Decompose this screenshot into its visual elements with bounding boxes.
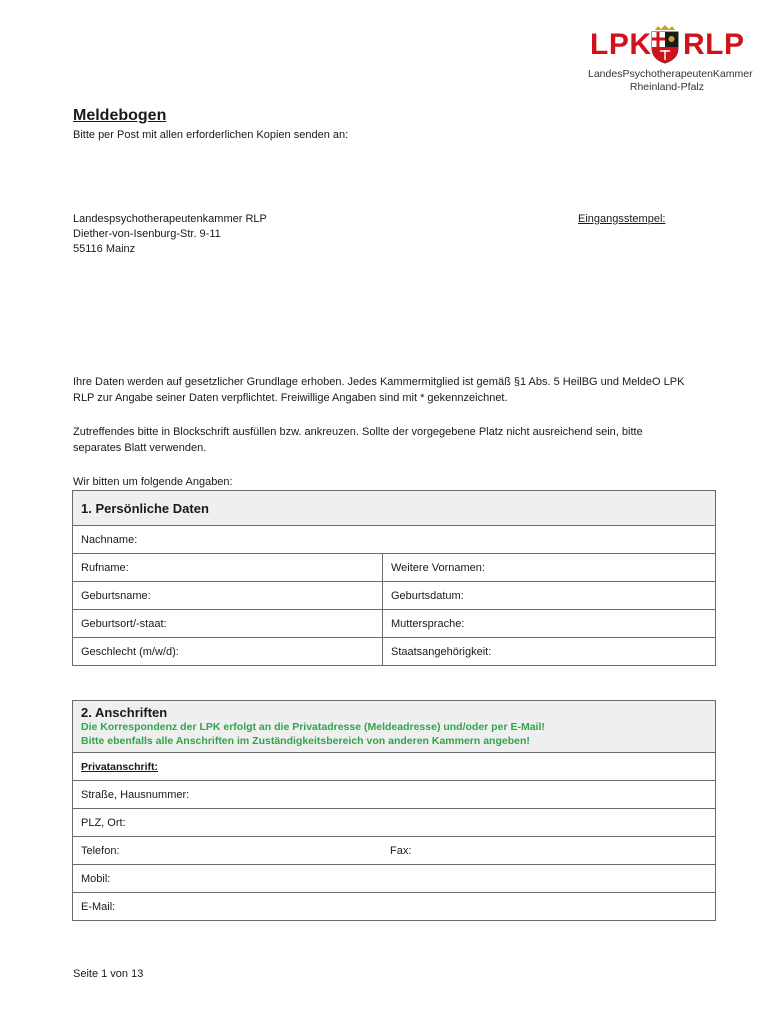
field-muttersprache[interactable]: Muttersprache: — [383, 610, 716, 638]
field-weitere-vornamen[interactable]: Weitere Vornamen: — [383, 554, 716, 582]
personal-data-table — [72, 490, 716, 666]
field-nachname[interactable]: Nachname: — [73, 526, 716, 554]
field-plz-ort[interactable]: PLZ, Ort: — [73, 809, 716, 837]
lpk-rlp-logo — [588, 24, 753, 94]
field-strasse[interactable]: Straße, Hausnummer: — [73, 781, 716, 809]
intro-paragraph-2: Zutreffendes bitte in Blockschrift ausfüllen bzw. ankreuzen. Sollte der vorgegebene Platz nicht ausreichend sein, bitte separates Blatt verwenden. — [73, 426, 643, 454]
intro-paragraph-3: Wir bitten um folgende Angaben: — [73, 476, 233, 488]
field-geburtsname[interactable]: Geburtsname: — [73, 582, 383, 610]
field-telefon[interactable]: Telefon: — [73, 837, 383, 865]
other-chambers-note: Bitte ebenfalls alle Anschriften im Zuständigkeitsbereich von anderen Kammern angeben! — [81, 735, 530, 747]
field-email[interactable]: E-Mail: — [73, 893, 716, 921]
logo-subtitle-line1: LandesPsychotherapeutenKammer — [588, 68, 753, 80]
addresses-table — [72, 700, 716, 921]
section-1-title: 1. Persönliche Daten — [73, 491, 716, 526]
page-title: Meldebogen — [73, 107, 167, 124]
address-line-2: Diether-von-Isenburg-Str. 9-11 — [73, 228, 221, 240]
page-subtitle: Bitte per Post mit allen erforderlichen Kopien senden an: — [73, 129, 349, 141]
address-line-3: 55116 Mainz — [73, 243, 136, 255]
field-geschlecht[interactable]: Geschlecht (m/w/d): — [73, 638, 383, 666]
field-geburtsdatum[interactable]: Geburtsdatum: — [383, 582, 716, 610]
field-geburtsort[interactable]: Geburtsort/-staat: — [73, 610, 383, 638]
section-2-header — [73, 701, 716, 753]
logo-text-lpk: LPK — [590, 28, 652, 61]
field-fax[interactable]: Fax: — [382, 837, 716, 865]
stamp-label: Eingangsstempel: — [578, 213, 666, 225]
field-staatsangehoerigkeit[interactable]: Staatsangehörigkeit: — [383, 638, 716, 666]
private-address-label: Privatanschrift: — [81, 760, 159, 773]
logo-text-rlp: RLP — [683, 28, 745, 61]
correspondence-note: Die Korrespondenz der LPK erfolgt an die Privatadresse (Meldeadresse) und/oder per E-Mail! — [81, 721, 545, 733]
section-2-title: 2. Anschriften — [81, 705, 168, 720]
private-address-heading — [73, 753, 716, 781]
page-number: Seite 1 von 13 — [73, 968, 144, 980]
logo-subtitle-line2: Rheinland-Pfalz — [629, 81, 704, 93]
address-line-1: Landespsychotherapeutenkammer RLP — [73, 213, 267, 225]
intro-paragraph-1: Ihre Daten werden auf gesetzlicher Grundlage erhoben. Jedes Kammermitglied ist gemäß §1 Abs. 5 HeilBG und MeldeO LPK RLP zur Angabe seiner Daten verpflichtet. Freiwillige Angaben sind mit * gekennzeichnet. — [73, 376, 685, 404]
field-rufname[interactable]: Rufname: — [73, 554, 383, 582]
coat-of-arms-icon — [648, 24, 682, 64]
field-mobil[interactable]: Mobil: — [73, 865, 716, 893]
